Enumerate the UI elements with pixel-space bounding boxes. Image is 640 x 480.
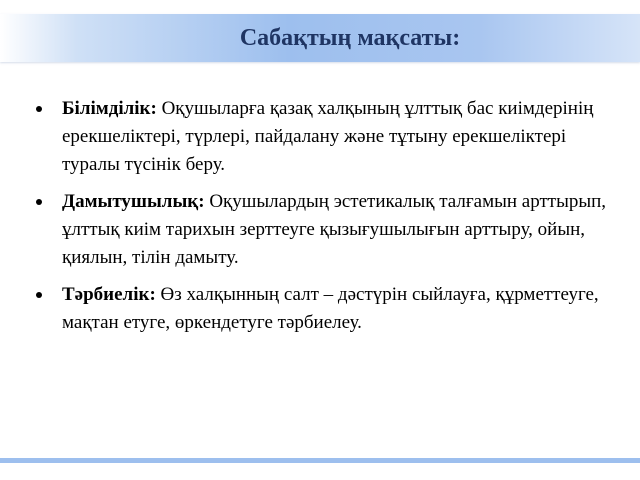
objective-text: Өз халқынның салт – дәстүрін сыйлауға, құрметтеуге, мақтан етуге, өркендетуге тәрбиелеу. <box>62 284 599 333</box>
objectives-list <box>36 95 611 346</box>
objective-text: Оқушылардың эстетикалық талғамын арттырып, ұлттық киім тарихын зерттеуге қызығушылығын арттыру, ойын, қиялын, тілін дамыту. <box>62 191 607 268</box>
objective-item-educational <box>36 95 611 179</box>
bullet-icon <box>36 292 42 298</box>
bottom-divider <box>0 458 640 463</box>
bullet-icon <box>36 106 42 112</box>
objective-item-developmental <box>36 188 611 272</box>
objective-text: Оқушыларға қазақ халқының ұлттық бас киімдерінің ерекшеліктері, түрлері, пайдалану және тұтыну ерекшеліктері туралы түсінік беру. <box>62 98 594 175</box>
objective-label: Дамытушылық: <box>62 191 210 212</box>
objective-label: Білімділік: <box>62 98 162 119</box>
slide-title: Сабақтың мақсаты: <box>239 25 461 51</box>
objective-item-upbringing <box>36 281 611 337</box>
title-bar <box>0 14 640 62</box>
bullet-icon <box>36 199 42 205</box>
objective-label: Тәрбиелік: <box>62 284 161 305</box>
